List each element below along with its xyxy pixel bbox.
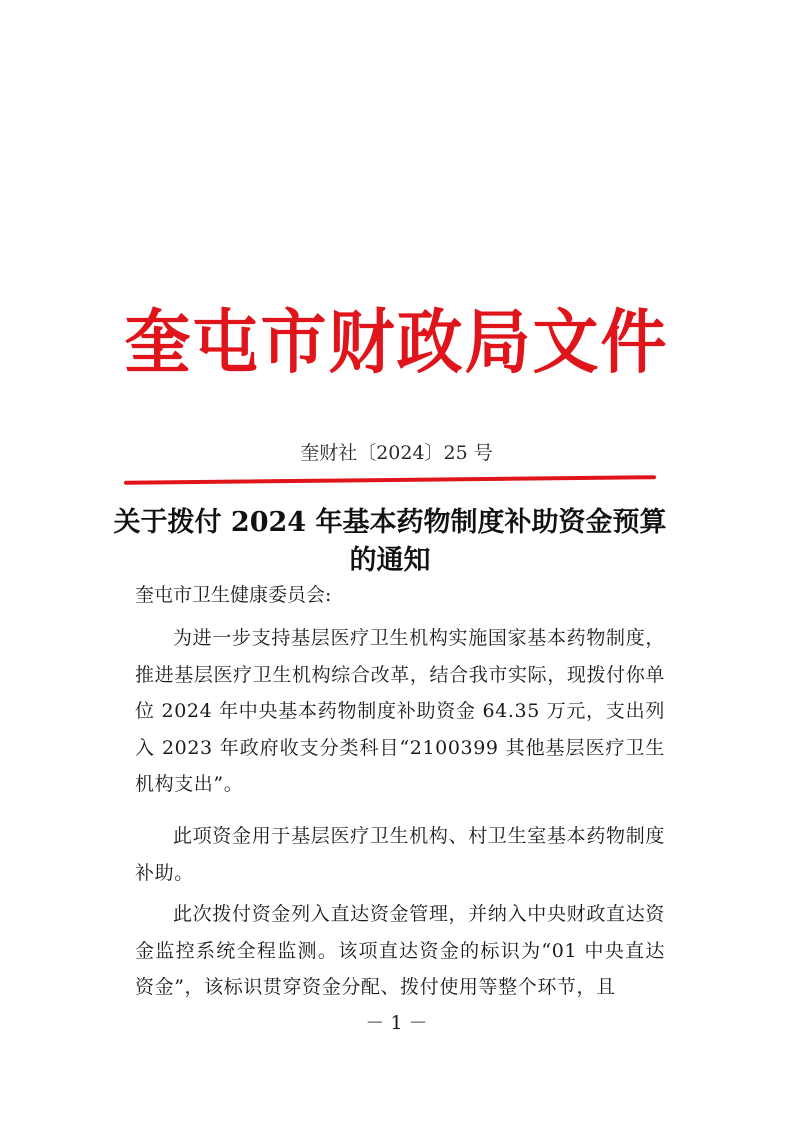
red-divider-line	[124, 475, 656, 485]
body-paragraph: 此次拨付资金列入直达资金管理，并纳入中央财政直达资金监控系统全程监测。该项直达资金的标识为“01 中央直达资金”，该标识贯穿资金分配、拨付使用等整个环节，且	[135, 903, 665, 998]
body-paragraph: 此项资金用于基层医疗卫生机构、村卫生室基本药物制度补助。	[135, 825, 665, 884]
document-number: 奎财社〔2024〕25 号	[300, 442, 493, 464]
body-paragraph: 为进一步支持基层医疗卫生机构实施国家基本药物制度，推进基层医疗卫生机构综合改革，结合我市实际，现拨付你单位 2024 年中央基本药物制度补助资金 64.35 万元，支出列入 2023 年政府收支分类科目“2100399 其他基层医疗卫生机构支出”。	[135, 627, 665, 795]
masthead-title: 奎屯市财政局文件	[124, 301, 669, 383]
page-number: － 1 －	[365, 1012, 428, 1034]
document-title: 关于拨付 2024 年基本药物制度补助资金预算的通知	[113, 507, 667, 576]
salutation: 奎屯市卫生健康委员会:	[135, 584, 332, 606]
